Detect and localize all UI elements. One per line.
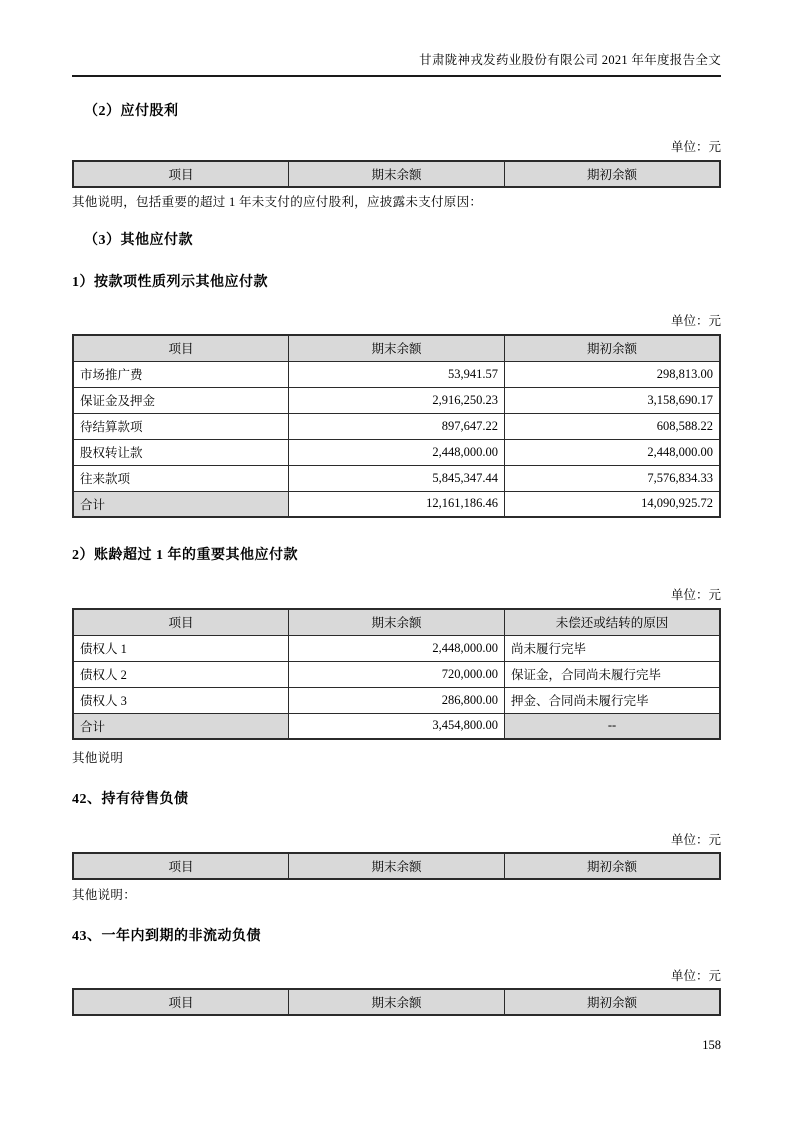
row-beginning-balance: 2,448,000.00 <box>505 439 720 465</box>
table-row <box>73 661 720 687</box>
section-heading-held-for-sale-liabilities: 42、持有待售负债 <box>72 792 189 807</box>
col-header-ending-balance: 期末余额 <box>288 853 504 879</box>
table-row <box>73 465 720 491</box>
held-for-sale-table <box>72 852 721 880</box>
unit-label: 单位：元 <box>670 314 721 328</box>
table-total-row <box>73 713 720 739</box>
aged-payables-table <box>72 608 721 740</box>
col-header-item: 项目 <box>73 989 288 1015</box>
row-item: 往来款项 <box>73 465 288 491</box>
dividends-payable-table-wrap <box>72 160 721 188</box>
row-reason: 押金、合同尚未履行完毕 <box>505 687 720 713</box>
table-row <box>73 439 720 465</box>
table-row <box>73 687 720 713</box>
subheading-by-nature: 1）按款项性质列示其他应付款 <box>72 275 268 290</box>
col-header-ending-balance: 期末余额 <box>288 335 504 361</box>
col-header-ending-balance: 期末余额 <box>288 161 504 187</box>
col-header-beginning-balance: 期初余额 <box>505 161 720 187</box>
col-header-ending-balance: 期末余额 <box>288 609 504 635</box>
row-item: 债权人 2 <box>73 661 288 687</box>
row-beginning-balance: 298,813.00 <box>505 361 720 387</box>
total-ending-balance: 3,454,800.00 <box>288 713 504 739</box>
total-reason-dash: -- <box>505 713 720 739</box>
unit-label: 单位：元 <box>670 588 721 602</box>
table-header-row <box>73 609 720 635</box>
row-item: 债权人 1 <box>73 635 288 661</box>
col-header-beginning-balance: 期初余额 <box>505 853 720 879</box>
col-header-item: 项目 <box>73 335 288 361</box>
row-ending-balance: 286,800.00 <box>288 687 504 713</box>
other-payables-by-nature-table-wrap <box>72 334 721 518</box>
table-total-row <box>73 491 720 517</box>
row-item: 债权人 3 <box>73 687 288 713</box>
table-row <box>73 361 720 387</box>
document-header <box>72 50 721 77</box>
total-label: 合计 <box>73 713 288 739</box>
row-item: 股权转让款 <box>73 439 288 465</box>
aged-payables-note: 其他说明 <box>72 751 124 765</box>
col-header-reason: 未偿还或结转的原因 <box>505 609 720 635</box>
other-payables-by-nature-table <box>72 334 721 518</box>
row-reason: 保证金，合同尚未履行完毕 <box>505 661 720 687</box>
unit-label: 单位：元 <box>670 969 721 983</box>
section-heading-dividends-payable: （2）应付股利 <box>84 104 179 119</box>
table-row <box>73 635 720 661</box>
row-ending-balance: 720,000.00 <box>288 661 504 687</box>
dividends-payable-table <box>72 160 721 188</box>
row-item: 待结算款项 <box>73 413 288 439</box>
row-beginning-balance: 3,158,690.17 <box>505 387 720 413</box>
section-heading-noncurrent-due-within-one-year: 43、一年内到期的非流动负债 <box>72 929 261 944</box>
row-item: 保证金及押金 <box>73 387 288 413</box>
row-item: 市场推广费 <box>73 361 288 387</box>
held-for-sale-table-wrap <box>72 852 721 880</box>
row-ending-balance: 53,941.57 <box>288 361 504 387</box>
noncurrent-due-table-wrap <box>72 988 721 1016</box>
document-header-title: 甘肃陇神戎发药业股份有限公司 2021 年年度报告全文 <box>419 53 721 67</box>
subheading-aged-over-one-year: 2）账龄超过 1 年的重要其他应付款 <box>72 548 298 563</box>
col-header-beginning-balance: 期初余额 <box>505 335 720 361</box>
row-ending-balance: 2,448,000.00 <box>288 439 504 465</box>
page-number: 158 <box>702 1038 721 1052</box>
row-beginning-balance: 608,588.22 <box>505 413 720 439</box>
row-ending-balance: 5,845,347.44 <box>288 465 504 491</box>
row-ending-balance: 897,647.22 <box>288 413 504 439</box>
col-header-beginning-balance: 期初余额 <box>505 989 720 1015</box>
col-header-item: 项目 <box>73 609 288 635</box>
col-header-item: 项目 <box>73 161 288 187</box>
table-header-row <box>73 853 720 879</box>
row-beginning-balance: 7,576,834.33 <box>505 465 720 491</box>
dividends-note: 其他说明，包括重要的超过 1 年未支付的应付股利，应披露未支付原因： <box>72 195 483 209</box>
total-ending-balance: 12,161,186.46 <box>288 491 504 517</box>
held-for-sale-note: 其他说明： <box>72 888 137 902</box>
col-header-item: 项目 <box>73 853 288 879</box>
table-header-row <box>73 989 720 1015</box>
total-label: 合计 <box>73 491 288 517</box>
row-ending-balance: 2,916,250.23 <box>288 387 504 413</box>
table-header-row <box>73 335 720 361</box>
unit-label: 单位：元 <box>670 140 721 154</box>
table-header-row <box>73 161 720 187</box>
table-row <box>73 413 720 439</box>
noncurrent-due-table <box>72 988 721 1016</box>
section-heading-other-payables: （3）其他应付款 <box>84 233 193 248</box>
col-header-ending-balance: 期末余额 <box>288 989 504 1015</box>
row-ending-balance: 2,448,000.00 <box>288 635 504 661</box>
total-beginning-balance: 14,090,925.72 <box>505 491 720 517</box>
unit-label: 单位：元 <box>670 833 721 847</box>
table-row <box>73 387 720 413</box>
aged-payables-table-wrap <box>72 608 721 740</box>
row-reason: 尚未履行完毕 <box>505 635 720 661</box>
